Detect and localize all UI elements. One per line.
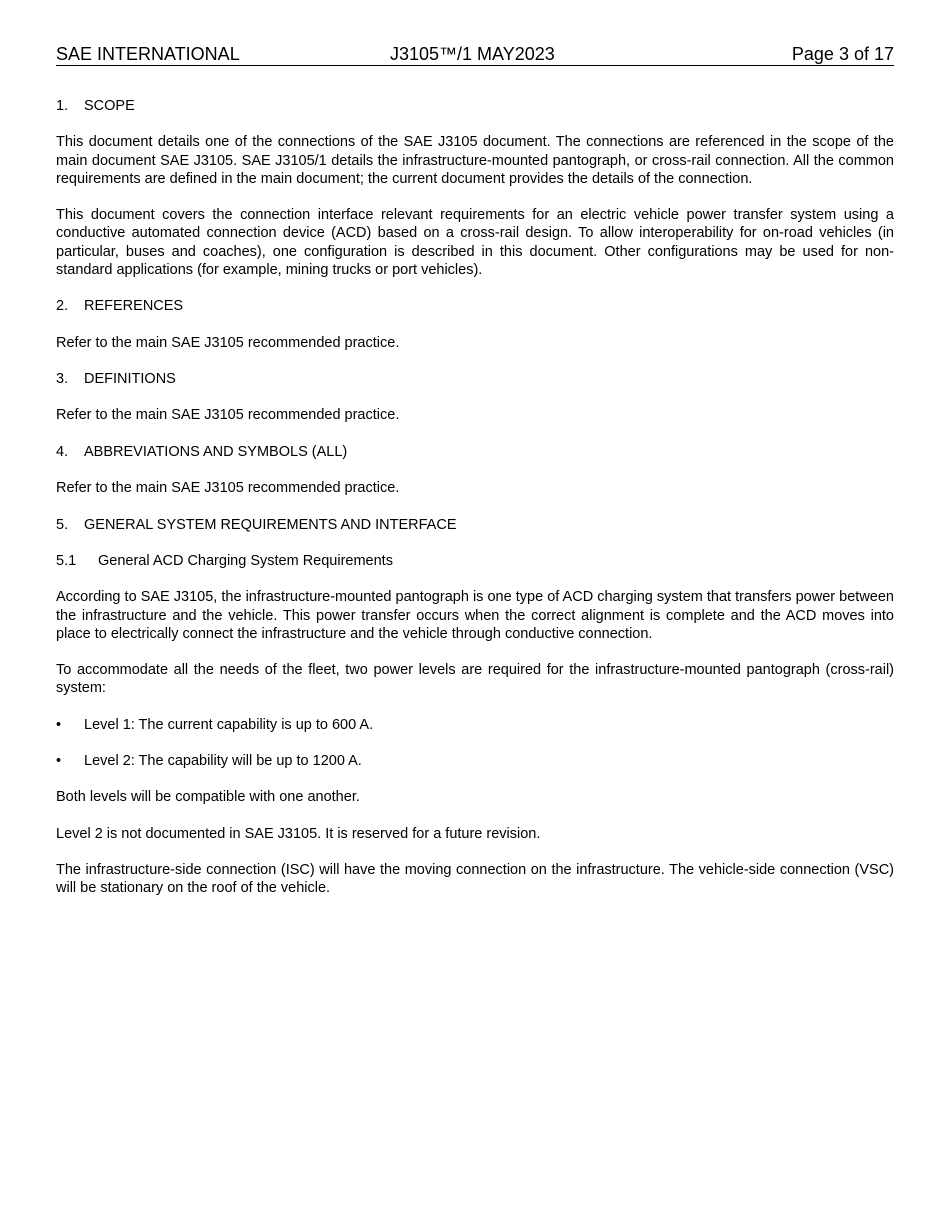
list-item xyxy=(56,716,894,734)
section-number: 5.1 xyxy=(56,552,77,569)
section-number: 3. xyxy=(56,370,69,387)
section-heading-abbreviations xyxy=(56,443,894,461)
paragraph: Refer to the main SAE J3105 recommended practice. xyxy=(56,407,400,424)
section-heading-references xyxy=(56,297,894,315)
section-title: GENERAL SYSTEM REQUIREMENTS AND INTERFACE xyxy=(84,516,457,533)
section-number: 4. xyxy=(56,443,69,460)
list-item-text: Level 1: The current capability is up to 600 A. xyxy=(84,716,374,733)
section-heading-general-requirements xyxy=(56,516,894,534)
section-number: 2. xyxy=(56,298,69,315)
paragraph: The infrastructure-side connection (ISC) will have the moving connection on the infrastructure. The vehicle-side connection (VSC) will be stationary on the roof of the vehicle. xyxy=(56,862,894,897)
section-number: 5. xyxy=(56,516,69,533)
list-item-text: Level 2: The capability will be up to 1200 A. xyxy=(84,753,362,770)
section-title: ABBREVIATIONS AND SYMBOLS (ALL) xyxy=(84,443,348,460)
section-title: REFERENCES xyxy=(84,298,184,315)
bullet-icon: • xyxy=(56,716,62,733)
paragraph: Level 2 is not documented in SAE J3105. It is reserved for a future revision. xyxy=(56,825,541,842)
page-header xyxy=(56,44,894,66)
document-body xyxy=(56,97,894,898)
paragraph: This document details one of the connections of the SAE J3105 document. The connections are referenced in the scope of the main document SAE J3105. SAE J3105/1 details the infrastructure-mounted pantograph, or cross-rail connection. All the common requirements are defined in the main document; the current document provides the details of the connection. xyxy=(56,134,894,187)
paragraph: To accommodate all the needs of the fleet, two power levels are required for the infrastructure-mounted pantograph (cross-rail) system: xyxy=(56,662,894,697)
header-page-number: Page 3 of 17 xyxy=(791,44,894,64)
subsection-heading-acd-requirements xyxy=(56,552,894,570)
paragraph: According to SAE J3105, the infrastructure-mounted pantograph is one type of ACD charging system that transfers power between the infrastructure and the vehicle. This power transfer occurs when the correct alignment is complete and the ACD moves into place to electrically connect the infrastructure and the vehicle through conductive connection. xyxy=(56,589,894,642)
section-number: 1. xyxy=(56,98,69,114)
section-heading-definitions xyxy=(56,370,894,388)
paragraph: This document covers the connection interface relevant requirements for an electric vehicle power transfer system using a conductive automated connection device (ACD) based on a cross-rail design. To allow interoperability for on-road vehicles (in particular, buses and coaches), one configuration is described in this document. Other configurations may be used for non-standard applications (for example, mining trucks or port vehicles). xyxy=(56,207,894,278)
section-title: SCOPE xyxy=(84,98,135,114)
header-doc-id: J3105™/1 MAY2023 xyxy=(390,44,555,64)
bullet-icon: • xyxy=(56,753,62,770)
paragraph: Both levels will be compatible with one another. xyxy=(56,789,360,806)
section-title: General ACD Charging System Requirements xyxy=(98,552,393,569)
paragraph: Refer to the main SAE J3105 recommended practice. xyxy=(56,334,400,351)
paragraph: Refer to the main SAE J3105 recommended practice. xyxy=(56,480,400,497)
list-item xyxy=(56,752,894,770)
header-org: SAE INTERNATIONAL xyxy=(56,44,240,64)
section-heading-scope xyxy=(56,97,894,115)
section-title: DEFINITIONS xyxy=(84,370,176,387)
